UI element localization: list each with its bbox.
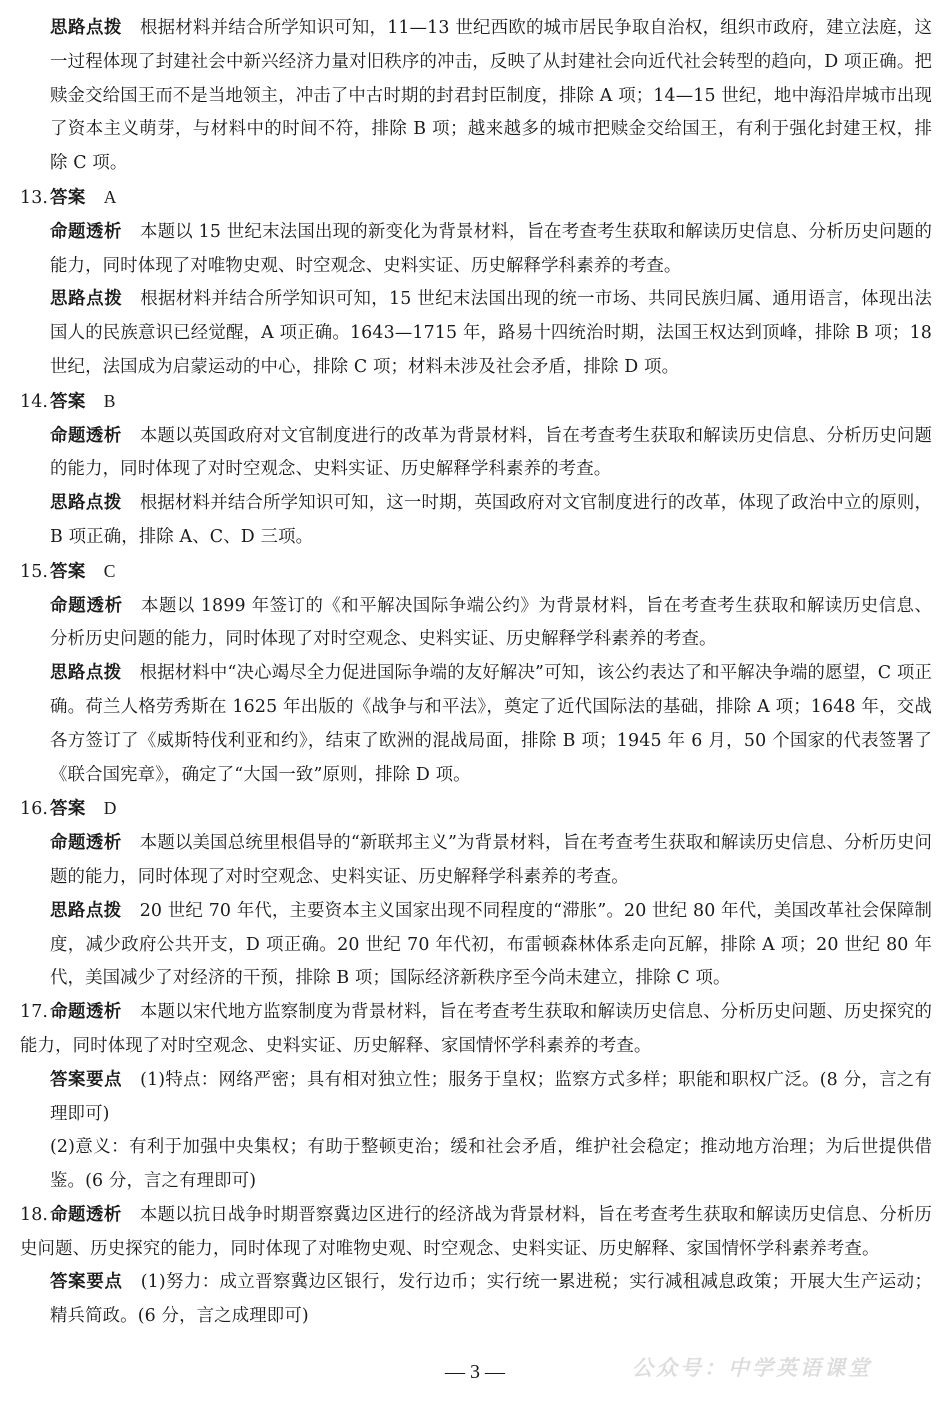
q14-answer-label: 答案 [50, 391, 86, 412]
q18-number: 18. [20, 1204, 49, 1225]
q14-analysis-label: 命题透析 [50, 425, 122, 446]
q17-analysis-paragraph [20, 996, 932, 1064]
q14-hint-paragraph [20, 487, 932, 555]
q13-hint-text: 根据材料并结合所学知识可知，15 世纪末法国出现的统一市场、共同民族归属、通用语言，体现出法国人的民族意识已经觉醒，A 项正确。1643—1715 年，路易十四统治时期，法国王权达到顶峰，排除 B 项；18 世纪，法国成为启蒙运动的中心，排除 C 项；材料未涉及社会矛盾，排除 D 项。 [50, 289, 932, 377]
q16-answer-value: D [103, 798, 117, 819]
q13-number: 13. [20, 187, 49, 208]
q12-hint-text: 根据材料并结合所学知识可知，11—13 世纪西欧的城市居民争取自治权，组织市政府，建立法庭，这一过程体现了封建社会中新兴经济力量对旧秩序的冲击，反映了从封建社会向近代社会转型的趋向，D 项正确。把赎金交给国王而不是当地领主，冲击了中古时期的封君封臣制度，排除 A 项；14—15 世纪，地中海沿岸城市出现了资本主义萌芽，与材料中的时间不符，排除 B 项；越来越多的城市把赎金交给国王，有利于强化封建王权，排除 C 项。 [50, 18, 932, 174]
q17-analysis-label: 命题透析 [50, 1002, 122, 1023]
q16-analysis-paragraph [20, 827, 932, 895]
q14-answer-value: B [103, 390, 116, 411]
q13-analysis-label: 命题透析 [50, 221, 122, 242]
q13-answer-value: A [103, 186, 117, 207]
q15-number: 15. [20, 561, 49, 582]
q15-answer-line [20, 555, 932, 590]
q14-hint-text: 根据材料并结合所学知识可知，这一时期，英国政府对文官制度进行的改革，体现了政治中立的原则，B 项正确，排除 A、C、D 三项。 [50, 493, 932, 547]
q14-hint-label: 思路点拨 [50, 493, 122, 514]
q17-point2-paragraph [20, 1131, 932, 1199]
q12-hint-label: 思路点拨 [50, 18, 123, 38]
q14-number: 14. [20, 391, 49, 412]
q14-answer-line [20, 385, 932, 420]
q13-answer-line [20, 181, 932, 216]
q15-analysis-label: 命题透析 [50, 595, 124, 616]
q16-analysis-label: 命题透析 [50, 833, 122, 854]
q15-hint-text: 根据材料中“决心竭尽全力促进国际争端的友好解决”可知，该公约表达了和平解决争端的愿望，C 项正确。荷兰人格劳秀斯在 1625 年出版的《战争与和平法》，奠定了近代国际法的基础，排除 A 项；1648 年，交战各方签订了《威斯特伐利亚和约》，结束了欧洲的混战局面，排除 B 项；1945 年 6 月，50 个国家的代表签署了《联合国宪章》，确定了“大国一致”原则，排除 D 项。 [50, 663, 932, 785]
q16-hint-paragraph [20, 895, 932, 996]
q18-analysis-paragraph [20, 1199, 932, 1267]
q18-points-label: 答案要点 [50, 1272, 123, 1293]
q18-point1-paragraph [20, 1266, 932, 1334]
document-body [20, 12, 932, 1334]
watermark: 公众号：中学英语课堂 [632, 1356, 872, 1380]
q18-point1-text: (1)努力：成立晋察冀边区银行，发行边币；实行统一累进税；实行减租减息政策；开展大生产运动；精兵简政。(6 分，言之成理即可) [50, 1272, 932, 1327]
q14-analysis-paragraph [20, 420, 932, 488]
q13-hint-label: 思路点拨 [50, 289, 123, 310]
q18-analysis-label: 命题透析 [50, 1204, 122, 1225]
q13-analysis-paragraph [20, 216, 932, 284]
q15-analysis-text: 本题以 1899 年签订的《和平解决国际争端公约》为背景材料，旨在考查考生获取和解读历史信息、分析历史问题的能力，同时体现了对时空观念、史料实证、历史解释学科素养的考查。 [50, 595, 932, 650]
q15-answer-label: 答案 [50, 561, 86, 582]
q16-number: 16. [20, 799, 49, 820]
q13-hint-paragraph [20, 283, 932, 384]
q13-answer-label: 答案 [50, 187, 86, 208]
q17-point2-text: (2)意义：有利于加强中央集权；有助于整顿吏治；缓和社会矛盾，维护社会稳定；推动地方治理；为后世提供借鉴。(6 分，言之有理即可) [50, 1137, 932, 1192]
q15-hint-paragraph [20, 657, 932, 792]
q17-analysis-text: 本题以宋代地方监察制度为背景材料，旨在考查考生获取和解读历史信息、分析历史问题、历史探究的能力，同时体现了对时空观念、史料实证、历史解释、家国情怀学科素养的考查。 [20, 1002, 932, 1056]
q16-answer-label: 答案 [50, 799, 86, 820]
q17-point1-paragraph [20, 1064, 932, 1132]
q15-analysis-paragraph [20, 590, 932, 658]
q15-hint-label: 思路点拨 [50, 663, 122, 684]
q14-analysis-text: 本题以英国政府对文官制度进行的改革为背景材料，旨在考查考生获取和解读历史信息、分析历史问题的能力，同时体现了对时空观念、史料实证、历史解释学科素养的考查。 [50, 425, 932, 480]
q16-answer-line [20, 792, 932, 827]
q17-number: 17. [20, 1002, 49, 1023]
q15-answer-value: C [103, 560, 116, 581]
q16-analysis-text: 本题以美国总统里根倡导的“新联邦主义”为背景材料，旨在考查考生获取和解读历史信息、分析历史问题的能力，同时体现了对时空观念、史料实证、历史解释学科素养的考查。 [50, 833, 932, 887]
q12-hint-paragraph [20, 12, 932, 181]
q16-hint-label: 思路点拨 [50, 900, 122, 921]
q17-point1-text: (1)特点：网络严密；具有相对独立性；服务于皇权；监察方式多样；职能和职权广泛。(8 分，言之有理即可) [50, 1069, 932, 1124]
q17-points-label: 答案要点 [50, 1069, 123, 1090]
q18-analysis-text: 本题以抗日战争时期晋察冀边区进行的经济战为背景材料，旨在考查考生获取和解读历史信息、分析历史问题、历史探究的能力，同时体现了对唯物史观、时空观念、史料实证、历史解释、家国情怀学科素养考查。 [20, 1204, 932, 1259]
page-number: — 3 — [445, 1361, 505, 1383]
q13-analysis-text: 本题以 15 世纪末法国出现的新变化为背景材料，旨在考查考生获取和解读历史信息、分析历史问题的能力，同时体现了对唯物史观、时空观念、史料实证、历史解释学科素养的考查。 [50, 221, 932, 276]
q16-hint-text: 20 世纪 70 年代，主要资本主义国家出现不同程度的“滞胀”。20 世纪 80 年代，美国改革社会保障制度，减少政府公共开支，D 项正确。20 世纪 70 年代初，布雷顿森林体系走向瓦解，排除 A 项；20 世纪 80 年代，美国减少了对经济的干预，排除 B 项；国际经济新秩序至今尚未建立，排除 C 项。 [50, 900, 932, 989]
